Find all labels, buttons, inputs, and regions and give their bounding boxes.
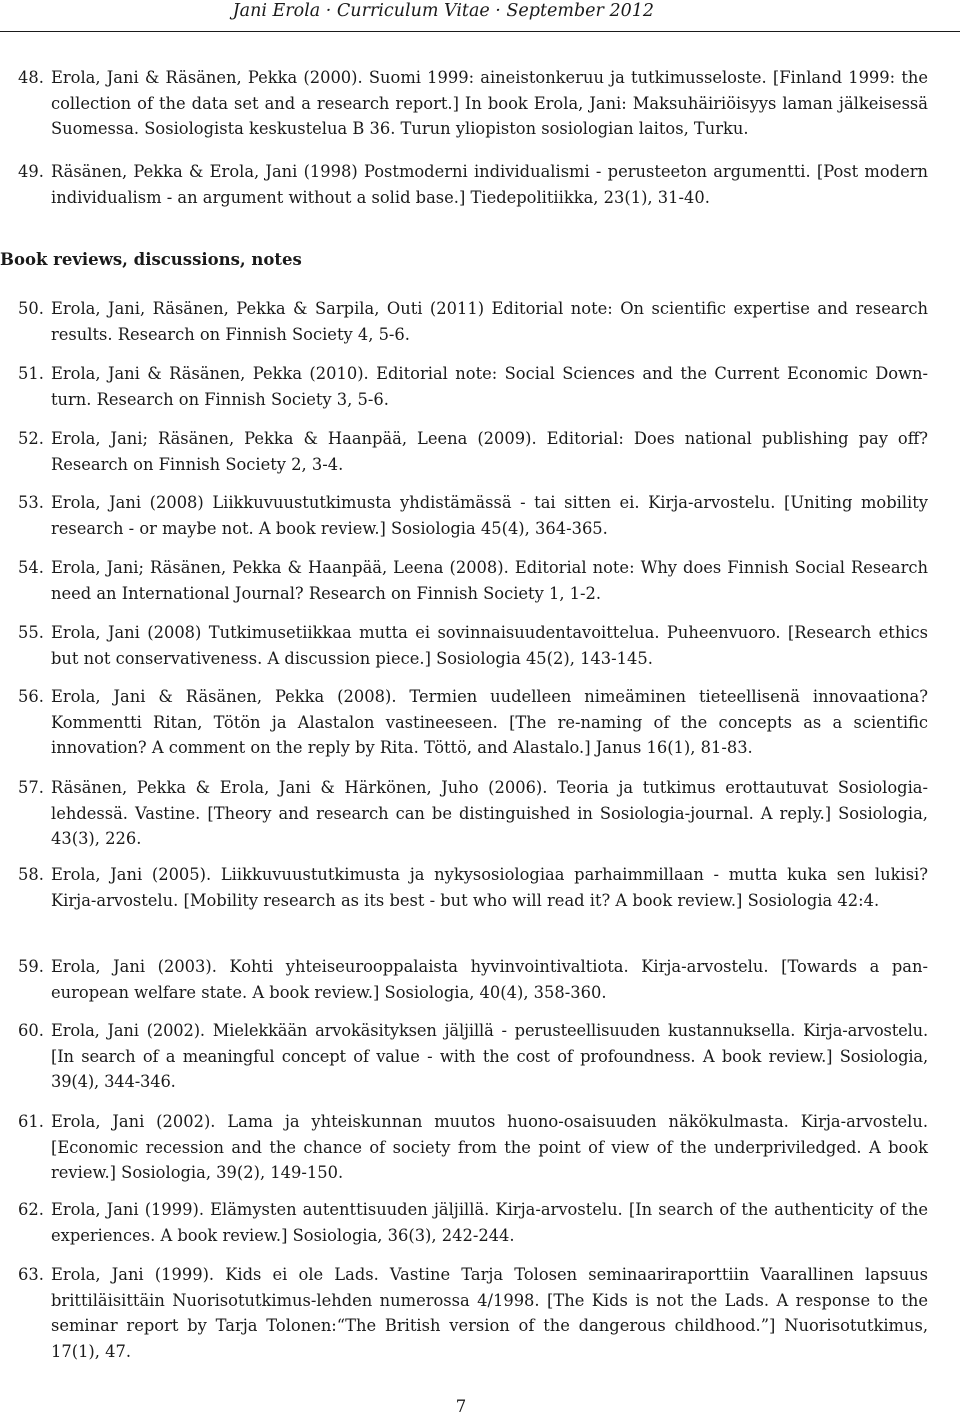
entry-text: Erola, Jani (2002). Mielekkään arvokäsityksen jäljillä - perusteellisuuden kustannuksella. Kirja-arvostelu. [In search of a meaningful concept of value - with the cost of profoundness. A book review.] Sosiologia, 39(4), 344-346. xyxy=(51,1021,928,1092)
entry-text: Erola, Jani; Räsänen, Pekka & Haanpää, Leena (2008). Editorial note: Why does Finnish Social Research need an International Journal? Research on Finnish Society 1, 1-2. xyxy=(51,558,928,603)
entry-text: Erola, Jani (2002). Lama ja yhteiskunnan muutos huono-osaisuuden näkökulmasta. Kirja-arvostelu. [Economic recession and the chance of society from the point of view of the underpriviledged. A book review.] Sosiologia, 39(2), 149-150. xyxy=(51,1112,928,1183)
entry-number: 51. xyxy=(18,364,44,383)
page-number: 7 xyxy=(455,1397,467,1416)
entry-number: 56. xyxy=(18,687,44,706)
entry-number: 53. xyxy=(18,493,44,512)
list-item xyxy=(0,1018,928,1095)
entry-number: 63. xyxy=(18,1265,44,1284)
running-header xyxy=(0,0,960,38)
entry-text: Erola, Jani & Räsänen, Pekka (2000). Suomi 1999: aineistonkeruu ja tutkimusseloste. [Finland 1999: the collection of the data set and a research report.] In book Erola, Jani: Maksuhäiriöisyys laman jälkeisessä Suomessa. Sosiologista keskustelua B 36. Turun yliopiston sosiologian laitos, Turku. xyxy=(51,68,928,139)
entry-text: Erola, Jani & Räsänen, Pekka (2010). Editorial note: Social Sciences and the Current Economic Downturn. Research on Finnish Society 3, 5-6. xyxy=(51,364,928,409)
header-rule xyxy=(0,31,960,32)
list-item xyxy=(0,684,928,761)
entry-number: 60. xyxy=(18,1021,44,1040)
list-item xyxy=(0,1109,928,1186)
list-item xyxy=(0,775,928,852)
entry-text: Räsänen, Pekka & Erola, Jani & Härkönen, Juho (2006). Teoria ja tutkimus erottautuvat Sosiologialehdessä. Vastine. [Theory and research can be distinguished in Sosiologia-journal. A reply.] Sosiologia, 43(3), 226. xyxy=(51,778,928,849)
entry-text: Erola, Jani; Räsänen, Pekka & Haanpää, Leena (2009). Editorial: Does national publishing pay off? Research on Finnish Society 2, 3-4. xyxy=(51,429,928,474)
entry-text: Erola, Jani (1999). Elämysten autenttisuuden jäljillä. Kirja-arvostelu. [In search of the authenticity of the experiences. A book review.] Sosiologia, 36(3), 242-244. xyxy=(51,1200,928,1245)
entry-text: Erola, Jani (2005). Liikkuvuustutkimusta ja nykysosiologiaa parhaimmillaan - mutta kuka sen lukisi? Kirja-arvostelu. [Mobility research as its best - but who will read it? A book review.] Sosiologia 42:4. xyxy=(51,865,928,910)
list-item xyxy=(0,555,928,606)
entry-text: Erola, Jani & Räsänen, Pekka (2008). Termien uudelleen nimeäminen tieteellisenä innovaationa? Kommentti Ritan, Tötön ja Alastalon vastineeseen. [The re-naming of the concepts as a scientific innovation? A comment on the reply by Rita. Töttö, and Alastalo.] Janus 16(1), 81-83. xyxy=(51,687,928,758)
entry-number: 48. xyxy=(18,68,44,87)
entry-text: Erola, Jani, Räsänen, Pekka & Sarpila, Outi (2011) Editorial note: On scientific expertise and research results. Research on Finnish Society 4, 5-6. xyxy=(51,299,928,344)
list-item xyxy=(0,620,928,671)
entry-number: 62. xyxy=(18,1200,44,1219)
entry-number: 49. xyxy=(18,162,44,181)
entry-number: 52. xyxy=(18,429,44,448)
entry-number: 55. xyxy=(18,623,44,642)
entry-number: 54. xyxy=(18,558,44,577)
entry-number: 57. xyxy=(18,778,44,797)
entry-text: Erola, Jani (2008) Liikkuvuustutkimusta yhdistämässä - tai sitten ei. Kirja-arvostelu. [Uniting mobility research - or maybe not. A book review.] Sosiologia 45(4), 364-365. xyxy=(51,493,928,538)
entry-text: Erola, Jani (1999). Kids ei ole Lads. Vastine Tarja Tolosen seminaariraporttiin Vaarallinen lapsuus brittiläisittäin Nuorisotutkimus-lehden numerossa 4/1998. [The Kids is not the Lads. A response to the seminar report by Tarja Tolonen:“The British version of the dangerous childhood.”] Nuorisotutkimus, 17(1), 47. xyxy=(51,1265,928,1361)
list-item xyxy=(0,361,928,412)
section-heading: Book reviews, discussions, notes xyxy=(0,250,302,269)
list-item xyxy=(0,1197,928,1248)
list-item xyxy=(0,65,928,142)
entry-text: Erola, Jani (2003). Kohti yhteiseurooppalaista hyvinvointivaltiota. Kirja-arvostelu. [Towards a paneuropean welfare state. A book review.] Sosiologia, 40(4), 358-360. xyxy=(51,957,928,1002)
list-item xyxy=(0,426,928,477)
list-item xyxy=(0,490,928,541)
list-item xyxy=(0,954,928,1005)
entry-number: 50. xyxy=(18,299,44,318)
list-item xyxy=(0,159,928,210)
entry-text: Räsänen, Pekka & Erola, Jani (1998) Postmoderni individualismi - perusteeton argumentti. [Post modern individualism - an argument without a solid base.] Tiedepolitiikka, 23(1), 31-40. xyxy=(51,162,928,207)
entry-number: 58. xyxy=(18,865,44,884)
entry-text: Erola, Jani (2008) Tutkimusetiikkaa mutta ei sovinnaisuudentavoittelua. Puheenvuoro. [Research ethics but not conservativeness. A discussion piece.] Sosiologia 45(2), 143-145. xyxy=(51,623,928,668)
list-item xyxy=(0,862,928,913)
running-title: Jani Erola · Curriculum Vitae · September 2012 xyxy=(232,1,654,21)
entry-number: 59. xyxy=(18,957,44,976)
entry-number: 61. xyxy=(18,1112,44,1131)
list-item xyxy=(0,1262,928,1364)
list-item xyxy=(0,296,928,347)
